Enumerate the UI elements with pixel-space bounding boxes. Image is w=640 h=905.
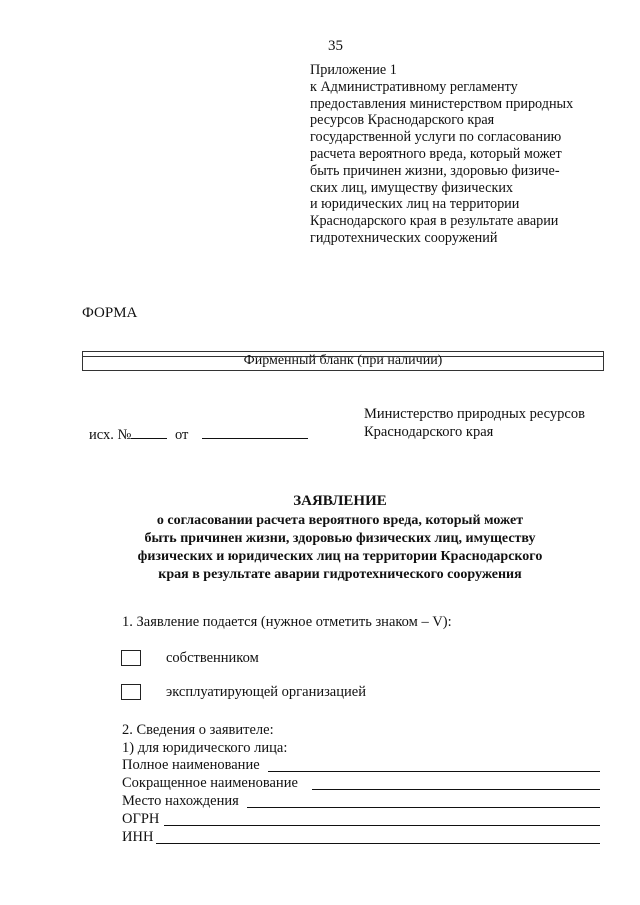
short-name-input-line[interactable]	[312, 788, 600, 790]
document-subtitle	[90, 512, 590, 584]
appendix-line: государственной услуги по согласованию	[310, 129, 562, 146]
subtitle-line: края в результате аварии гидротехнического сооружения	[158, 567, 522, 582]
appendix-line: гидротехнических сооружений	[310, 229, 498, 246]
inn-input-line[interactable]	[156, 842, 600, 844]
ogrn-input-line[interactable]	[164, 824, 600, 826]
inn-label: ИНН	[122, 829, 154, 845]
subtitle-line: физических и юридических лиц на территории Краснодарского	[137, 549, 543, 564]
short-name-label: Сокращенное наименование	[122, 775, 298, 791]
appendix-line: Приложение 1	[310, 62, 397, 78]
appendix-line: к Административному регламенту	[310, 78, 518, 95]
page-number: 35	[328, 38, 343, 54]
subtitle-line: о согласовании расчета вероятного вреда, который может	[156, 513, 524, 528]
owner-option-label: собственником	[166, 650, 259, 666]
appendix-line: расчета вероятного вреда, который может	[310, 145, 562, 162]
form-label: ФОРМА	[82, 305, 138, 321]
outgoing-date-label: от	[174, 427, 189, 443]
ogrn-label: ОГРН	[122, 811, 160, 827]
location-input-line[interactable]	[247, 806, 600, 808]
letterhead-box	[82, 351, 604, 371]
operator-checkbox[interactable]	[121, 684, 141, 700]
appendix-line: ресурсов Краснодарского края	[310, 112, 495, 129]
section2-heading: 2. Сведения о заявителе:	[122, 722, 274, 738]
addressee-line: Краснодарского края	[364, 424, 494, 440]
full-name-label: Полное наименование	[122, 757, 260, 773]
appendix-line: и юридических лиц на территории	[310, 196, 520, 213]
letterhead-label: Фирменный бланк (при наличии)	[243, 353, 443, 368]
appendix-line: ских лиц, имуществу физических	[310, 179, 514, 196]
operator-option-label: эксплуатирующей организацией	[166, 684, 366, 700]
section2-block	[122, 721, 287, 757]
appendix-line: Краснодарского края в результате аварии	[310, 213, 559, 230]
owner-checkbox[interactable]	[121, 650, 141, 666]
subtitle-line: быть причинен жизни, здоровью физических лиц, имуществу	[144, 531, 536, 546]
document-title: ЗАЯВЛЕНИЕ	[293, 493, 387, 509]
addressee-line: Министерство природных ресурсов	[364, 406, 585, 422]
outgoing-number-line	[89, 426, 308, 444]
addressee-block	[364, 405, 585, 441]
full-name-input-line[interactable]	[268, 770, 600, 772]
appendix-line: предоставления министерством природных	[310, 95, 574, 112]
outgoing-number-blank[interactable]	[131, 426, 167, 439]
appendix-block	[310, 62, 610, 247]
outgoing-date-blank[interactable]	[202, 426, 308, 439]
location-label: Место нахождения	[122, 793, 239, 809]
section2-subheading: 1) для юридического лица:	[122, 740, 288, 756]
section1-heading: 1. Заявление подается (нужное отметить знаком – V):	[122, 614, 452, 630]
outgoing-number-label: исх. №	[89, 427, 132, 443]
appendix-line: быть причинен жизни, здоровью физиче-	[310, 162, 560, 179]
